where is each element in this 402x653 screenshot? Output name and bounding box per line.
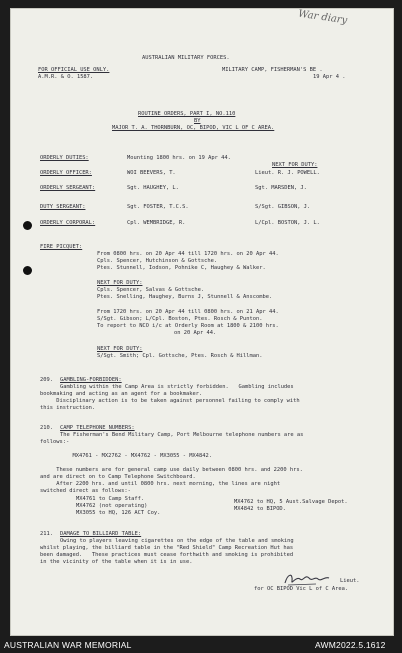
section-line: bookmaking and acting as an agent for a bookmaker. — [40, 391, 203, 397]
picquet-line: S/Sgt. Gibson; L/Cpl. Boston, Ptes. Rosch & Punton. — [97, 316, 263, 322]
duty-label: DUTY SERGEANT: — [40, 204, 86, 210]
duty-label: ORDERLY CORPORAL: — [40, 220, 96, 226]
duty-label: ORDERLY OFFICER: — [40, 170, 92, 176]
picquet-next-label: NEXT FOR DUTY: — [97, 346, 143, 352]
night-switch-line: MX3055 to HQ, 126 ACT Coy. — [76, 510, 161, 516]
duty-current: Sgt. FOSTER, T.C.S. — [127, 204, 189, 210]
section-line: After 2200 hrs. and until 0800 hrs. next morning, the lines are night — [40, 481, 281, 487]
section-number: 211. — [40, 531, 53, 537]
archive-reference: AWM2022.5.1612 — [315, 640, 386, 650]
picquet-line: From 1720 hrs. on 20 Apr 44 till 0800 hrs. on 21 Apr 44. — [97, 309, 279, 315]
duty-current: WOI BEEVERS, T. — [127, 170, 176, 176]
section-line: whilst playing, the billiard table in the "Red Shield" Camp Recreation Hut has — [40, 545, 294, 551]
section-line: Owing to players leaving cigarettes on the edge of the table and smoking — [60, 538, 294, 544]
section-line: These numbers are for general camp use daily between 0800 hrs. and 2200 hrs. — [40, 467, 303, 473]
picquet-line: Ptes. Snelling, Haughey, Burns J, Stunnell & Anscombe. — [97, 294, 273, 300]
picquet-line: From 0800 hrs. on 20 Apr 44 till 1720 hrs. on 20 Apr 44. — [97, 251, 279, 257]
orders-by: BY — [194, 118, 201, 124]
section-number: 210. — [40, 425, 53, 431]
duty-current: Sgt. HAUGHEY, L. — [127, 185, 179, 191]
section-heading: CAMP TELEPHONE NUMBERS: — [60, 425, 135, 431]
picquet-line: Cpls. Spencer, Hutchinson & Gottsche. — [97, 258, 218, 264]
section-heading: GAMBLING-FORBIDDEN: — [60, 377, 122, 383]
orders-issuer: MAJOR T. A. THORNBURN, OC, BIPOD, VIC L OF C AREA. — [112, 125, 275, 131]
picquet-next-label: NEXT FOR DUTY: — [97, 280, 143, 286]
duty-next: L/Cpl. BOSTON, J. L. — [255, 220, 320, 226]
amr-reference: A.M.R. & O. 1587. — [38, 74, 94, 80]
phone-numbers: MX4761 - MX2762 - MX4762 - MX3055 - MX4842. — [40, 453, 213, 459]
next-for-duty-heading: NEXT FOR DUTY: — [272, 162, 318, 168]
orderly-duties-value: Mounting 1800 hrs. on 19 Apr 44. — [127, 155, 231, 161]
section-line: Disciplinary action is to be taken against personnel failing to comply with — [40, 398, 300, 404]
duty-next: S/Sgt. GIBSON, J. — [255, 204, 311, 210]
duty-next: Sgt. MARSDEN, J. — [255, 185, 307, 191]
picquet-line: Ptes. Stunnell, Iodson, Pohnike C, Haughey & Walker. — [97, 265, 266, 271]
signatory-rank: Lieut. — [340, 578, 360, 584]
duty-next: Lieut. R. J. POWELL. — [255, 170, 320, 176]
section-line: been damaged. These practices must cease forthwith and smoking is prohibited — [40, 552, 294, 558]
picquet-line: on 20 Apr 44. — [174, 330, 217, 336]
section-line: follows:- — [40, 439, 70, 445]
signatory-authority: for OC BIPOD Vic L of C Area. — [254, 586, 349, 592]
night-switch-line: MX4842 to BIPOD. — [234, 506, 286, 512]
picquet-line: S/Sgt. Smith; Cpl. Gottsche, Ptes. Rosch & Hillman. — [97, 353, 263, 359]
official-use-label: FOR OFFICIAL USE ONLY. — [38, 67, 110, 73]
section-line: The Fisherman's Bend Military Camp, Port Melbourne telephone numbers are as — [60, 432, 304, 438]
archive-credit: AUSTRALIAN WAR MEMORIAL — [4, 640, 132, 650]
punch-hole-bottom — [23, 266, 32, 275]
camp-location: MILITARY CAMP, FISHERMAN'S BE . — [222, 67, 323, 73]
duty-current: Cpl. WEMBRIDGE, R. — [127, 220, 186, 226]
section-line: this instruction. — [40, 405, 96, 411]
section-line: and are direct on to Camp Telephone Switchboard. — [40, 474, 196, 480]
night-switch-line: MX4762 (not operating) — [76, 503, 148, 509]
order-date: 19 Apr 4 . — [313, 74, 346, 80]
picquet-line: Cpls. Spencer, Salvas & Gottsche. — [97, 287, 205, 293]
section-heading: DAMAGE TO BILLIARD TABLE: — [60, 531, 142, 537]
night-switch-line: MX4762 to HQ, 5 Aust.Salvage Depot. — [234, 499, 348, 505]
orderly-duties-label: ORDERLY DUTIES: — [40, 155, 89, 161]
night-switch-line: MX4761 to Camp Staff. — [76, 496, 145, 502]
handwritten-note: War diary — [297, 8, 348, 27]
section-number: 209. — [40, 377, 53, 383]
section-line: in the vicinity of the table when it is in use. — [40, 559, 193, 565]
section-line: switched direct as follows:- — [40, 488, 131, 494]
orders-title: ROUTINE ORDERS, PART I, NO.110 — [138, 111, 236, 117]
duty-label: ORDERLY SERGEANT: — [40, 185, 96, 191]
section-line: Gambling within the Camp Area is strictly forbidden. Gambling includes — [60, 384, 294, 390]
punch-hole-top — [23, 221, 32, 230]
fire-picquet-label: FIRE PICQUET: — [40, 244, 83, 250]
picquet-line: To report to NCO i/c at Orderly Room at 1800 & 2100 hrs. — [97, 323, 279, 329]
force-heading: AUSTRALIAN MILITARY FORCES. — [142, 55, 230, 61]
